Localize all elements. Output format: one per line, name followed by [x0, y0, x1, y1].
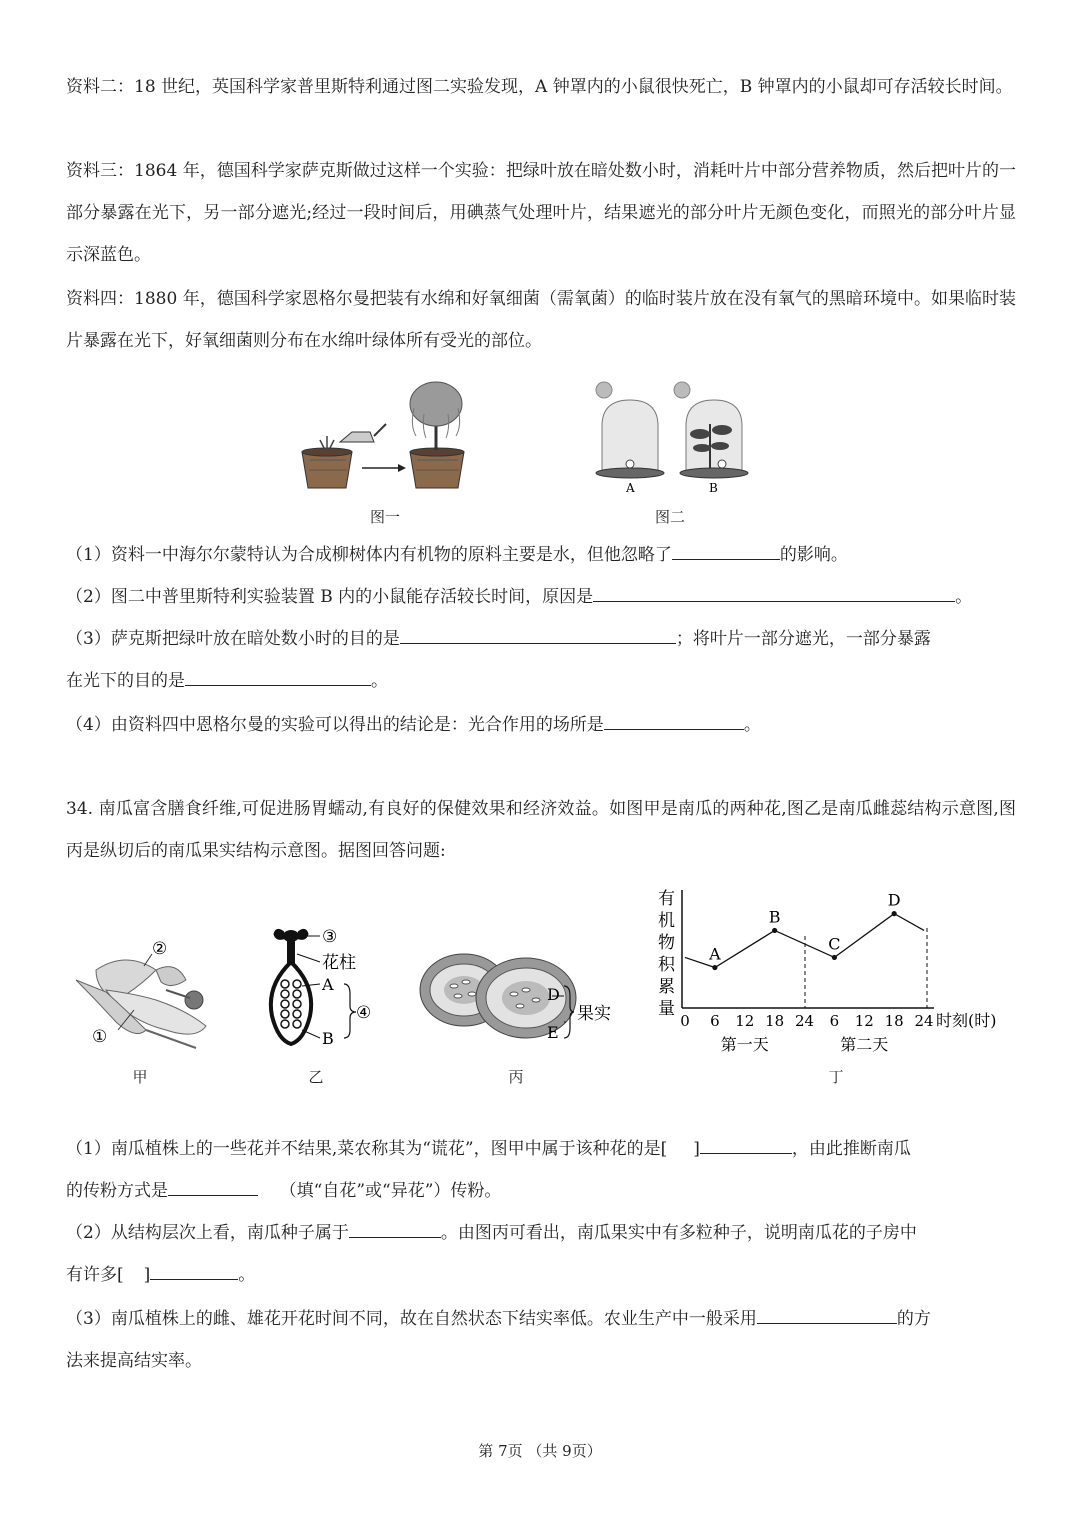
figure-ding-caption: 丁 — [828, 1068, 844, 1086]
q34-3: （3）南瓜植株上的雌、雄花开花时间不同，故在自然状态下结实率低。农业生产中一般采用 的方 — [66, 1298, 1026, 1340]
answer-blank[interactable] — [593, 583, 955, 602]
q33-4: （4）由资料四中恩格尔曼的实验可以得出的结论是：光合作用的场所是 。 — [66, 704, 1026, 746]
answer-blank[interactable] — [349, 1219, 441, 1238]
chart-tick-label: 24 — [794, 1012, 815, 1030]
chart-ylabel-char: 量 — [658, 999, 675, 1019]
answer-blank[interactable] — [168, 1177, 258, 1196]
q33-1: （1）资料一中海尔尔蒙特认为合成柳树体内有机物的原料主要是水，但他忽略了 的影响。 — [66, 534, 1026, 576]
figure-yi-label-b: B — [322, 1029, 334, 1048]
chart-day-label: 第二天 — [840, 1035, 889, 1054]
figure-yi-label-a: A — [322, 975, 334, 994]
figure-ding-chart — [650, 886, 1030, 1058]
q33-2: （2）图二中普里斯特利实验装置 B 内的小鼠能存活较长时间，原因是 。 — [66, 576, 1026, 618]
page-footer: 第 7页 （共 9页） — [478, 1442, 602, 1460]
chart-tick-label: 0 — [680, 1012, 690, 1030]
chart-ylabel-char: 积 — [658, 955, 675, 975]
chart-tick-label: 12 — [735, 1012, 755, 1030]
chart-tick-label: 18 — [765, 1012, 785, 1030]
chart-ylabel-char: 有 — [658, 889, 675, 909]
chart-point-b — [772, 928, 777, 933]
q34-2: （2）从结构层次上看，南瓜种子属于 。由图丙可看出，南瓜果实中有多粒种子，说明南瓜花的子房中 — [66, 1212, 1026, 1254]
chart-point-a — [712, 965, 717, 970]
figure-2-label-b: B — [709, 481, 718, 495]
figure-bing — [414, 940, 620, 1050]
answer-blank[interactable] — [700, 1135, 792, 1154]
figure-2 — [590, 376, 750, 496]
answer-blank[interactable] — [604, 711, 744, 730]
figure-jia — [66, 930, 226, 1060]
q34-stem: 34. 南瓜富含膳食纤维,可促进肠胃蠕动,有良好的保健效果和经济效益。如图甲是南瓜的两种花,图乙是南瓜雌蕊结构示意图,图丙是纵切后的南瓜果实结构示意图。据图回答问题: — [66, 799, 1016, 861]
chart-tick-label: 6 — [829, 1012, 840, 1030]
chart-xlabel: 时刻(时) — [936, 1011, 997, 1030]
figure-yi-label-style: 花柱 — [322, 953, 356, 973]
chart-tick-label: 18 — [884, 1012, 904, 1030]
figure-2-label-a: A — [626, 481, 635, 495]
material-4: 资料四：1880 年，德国科学家恩格尔曼把装有水绵和好氧细菌（需氧菌）的临时装片放在没有氧气的黑暗环境中。如果临时装片暴露在光下，好氧细菌则分布在水绵叶绿体所有受光的部位。 — [66, 289, 1016, 351]
figure-1-caption: 图一 — [369, 508, 400, 526]
material-3: 资料三：1864 年，德国科学家萨克斯做过这样一个实验：把绿叶放在暗处数小时，消耗叶片中部分营养物质，然后把叶片的一部分暴露在光下，另一部分遮光;经过一段时间后，用碘蒸气处理叶片，结果遮光的部分叶片无颜色变化，而照光的部分叶片显示深蓝色。 — [66, 161, 1016, 265]
figure-jia-label-1: ① — [92, 1027, 108, 1047]
answer-blank[interactable] — [757, 1305, 897, 1324]
answer-blank[interactable] — [400, 625, 676, 644]
chart-point-label: C — [828, 934, 841, 954]
figure-yi-caption: 乙 — [308, 1068, 324, 1086]
q34-1: （1）南瓜植株上的一些花并不结果,菜农称其为“谎花”，图甲中属于该种花的是[ ] ，由此推断南瓜 — [66, 1128, 1026, 1170]
material-2: 资料二：18 世纪，英国科学家普里斯特利通过图二实验发现，A 钟罩内的小鼠很快死亡，B 钟罩内的小鼠却可存活较长时间。 — [66, 77, 1013, 97]
answer-blank[interactable] — [672, 541, 780, 560]
figure-bing-label-fruit: 果实 — [577, 1004, 611, 1024]
q33-3: （3）萨克斯把绿叶放在暗处数小时的目的是 ；将叶片一部分遮光，一部分暴露 — [66, 618, 1026, 660]
chart-ylabel-char: 机 — [658, 911, 675, 931]
figure-1 — [290, 370, 480, 500]
chart-point-label: B — [768, 907, 781, 927]
chart-ylabel-char: 累 — [658, 977, 675, 997]
chart-day-label: 第一天 — [720, 1035, 769, 1054]
figure-bing-caption: 丙 — [508, 1068, 524, 1086]
chart-point-c — [832, 955, 837, 960]
answer-blank[interactable] — [185, 667, 371, 686]
figure-yi-label-4: ④ — [356, 1003, 372, 1023]
figure-bing-label-d: D — [547, 985, 560, 1004]
figure-jia-caption: 甲 — [132, 1068, 148, 1086]
chart-tick-label: 24 — [914, 1012, 934, 1030]
chart-point-d — [892, 911, 897, 916]
answer-blank[interactable] — [150, 1261, 238, 1280]
q33-3-cont: 在光下的目的是 。 — [66, 660, 1026, 702]
figure-bing-label-e: E — [547, 1023, 559, 1042]
chart-tick-label: 6 — [710, 1012, 720, 1030]
q34-2-cont: 有许多[ ] 。 — [66, 1254, 1026, 1296]
q34-1-cont: 的传粉方式是 （填“自花”或“异花”）传粉。 — [66, 1170, 1026, 1212]
q34-3-cont: 法来提高结实率。 — [66, 1351, 202, 1371]
figure-2-caption: 图二 — [654, 508, 685, 526]
chart-ylabel-char: 物 — [658, 933, 675, 953]
chart-point-label: A — [709, 944, 721, 964]
figure-yi — [262, 926, 372, 1050]
chart-point-label: D — [887, 890, 901, 910]
figure-yi-label-3: ③ — [322, 927, 338, 947]
chart-tick-label: 12 — [854, 1012, 874, 1030]
figure-jia-label-2: ② — [152, 939, 168, 959]
